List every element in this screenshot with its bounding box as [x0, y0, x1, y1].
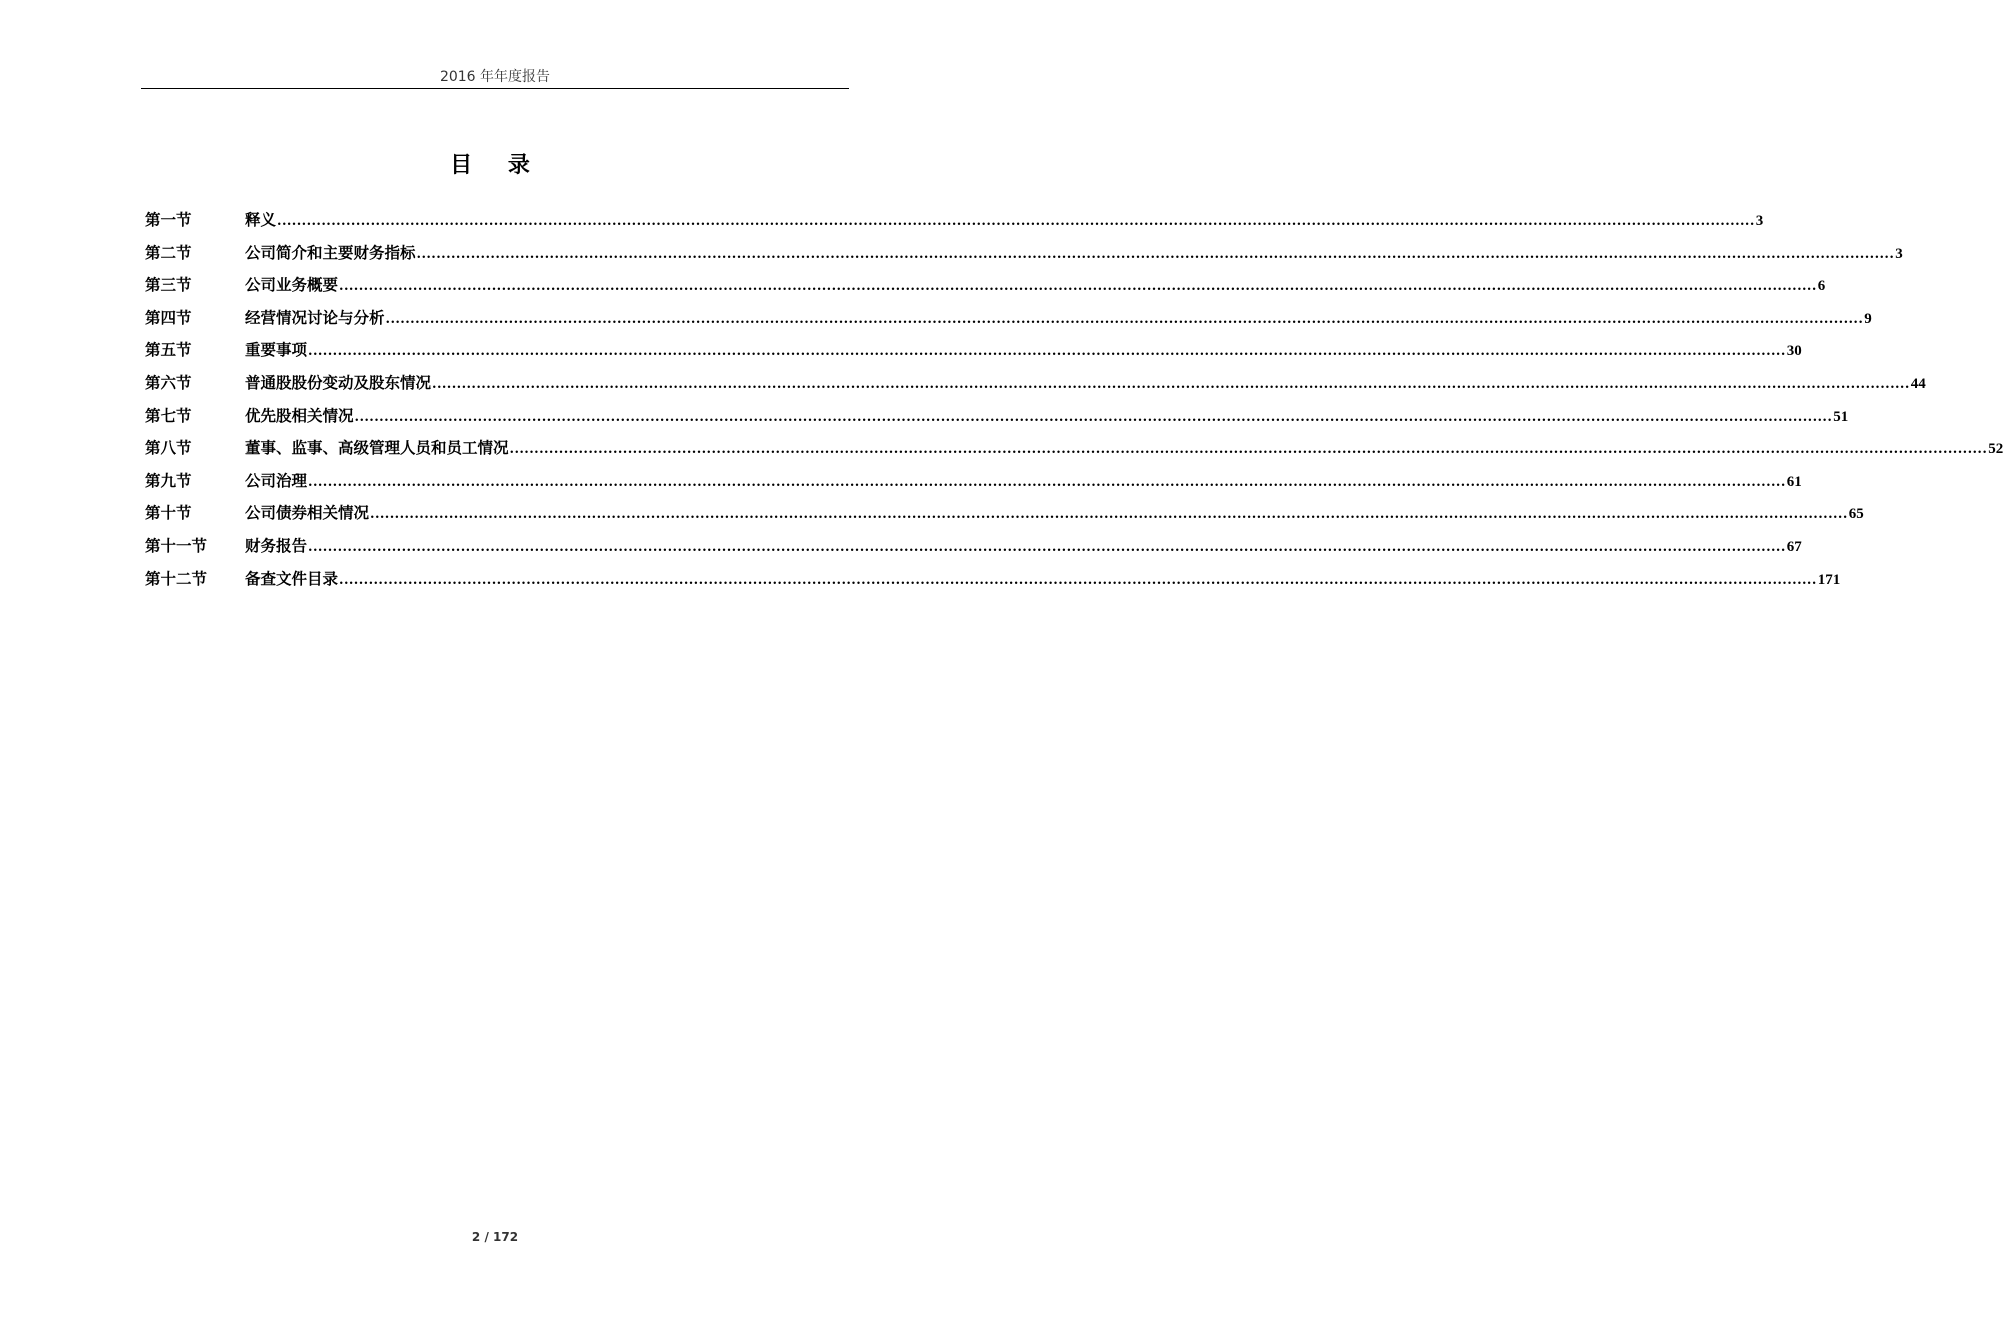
toc-page-number: 171: [1817, 571, 1841, 588]
toc-section-title: 重要事项: [245, 340, 308, 360]
toc-section-title: 普通股股份变动及股东情况: [245, 372, 432, 392]
toc-dot-leader: ............................................................................................................................................................................................................................................................................................................: [385, 311, 1864, 327]
toc-heading: 目 录: [450, 152, 544, 178]
toc-entry[interactable]: [145, 467, 1802, 500]
toc-page-number: 44: [1910, 375, 1926, 392]
toc-section-number: 第十一节: [145, 535, 208, 555]
toc-section-number: 第十节: [145, 503, 192, 523]
toc-entry[interactable]: [145, 434, 2003, 467]
toc-section-number: 第四节: [145, 307, 192, 327]
toc-page-number: 65: [1848, 506, 1864, 523]
toc-section-number: 第十二节: [145, 568, 208, 588]
report-header-title: 2016 年年度报告: [439, 69, 551, 85]
toc-page-number: 67: [1786, 538, 1802, 555]
toc-section-title: 公司业务概要: [245, 275, 339, 295]
toc-section-title: 公司简介和主要财务指标: [245, 242, 416, 262]
toc-entry[interactable]: [145, 271, 1826, 304]
toc-entry[interactable]: [145, 206, 1764, 239]
header-divider: [141, 88, 849, 89]
toc-page-number: 52: [1988, 441, 2003, 458]
toc-page-number: 9: [1864, 310, 1872, 327]
toc-section-number: 第一节: [145, 210, 192, 229]
toc-page-number: 3: [1755, 213, 1764, 229]
toc-section-number: 第五节: [145, 340, 192, 360]
toc-entry[interactable]: [145, 369, 1926, 402]
toc-page-number: 6: [1817, 278, 1826, 295]
toc-section-title: 公司治理: [245, 470, 308, 490]
toc-dot-leader: ............................................................................................................................................................................................................................................................................................................: [277, 214, 1755, 229]
toc-dot-leader: ............................................................................................................................................................................................................................................................................................................: [416, 246, 1895, 262]
toc-section-number: 第二节: [145, 242, 192, 262]
toc-entry[interactable]: [145, 532, 1802, 565]
toc-page-number: 61: [1786, 473, 1802, 490]
toc-dot-leader: ............................................................................................................................................................................................................................................................................................................: [308, 344, 1786, 360]
toc-dot-leader: ............................................................................................................................................................................................................................................................................................................: [308, 539, 1786, 555]
table-of-contents: [145, 206, 2003, 597]
toc-entry[interactable]: [145, 402, 1849, 435]
toc-page-number: 30: [1786, 343, 1802, 360]
toc-dot-leader: ............................................................................................................................................................................................................................................................................................................: [432, 376, 1910, 392]
toc-entry[interactable]: [145, 499, 1864, 532]
toc-dot-leader: ............................................................................................................................................................................................................................................................................................................: [354, 409, 1833, 425]
toc-dot-leader: ............................................................................................................................................................................................................................................................................................................: [339, 572, 1817, 588]
toc-section-number: 第八节: [145, 438, 192, 458]
page-indicator: 2 / 172: [471, 1230, 519, 1244]
toc-entry[interactable]: [145, 239, 1903, 272]
toc-entry[interactable]: [145, 336, 1802, 369]
toc-section-title: 经营情况讨论与分析: [245, 307, 385, 327]
toc-page-number: 51: [1833, 408, 1849, 425]
toc-section-title: 董事、监事、高级管理人员和员工情况: [245, 438, 509, 458]
toc-entry[interactable]: [145, 304, 1872, 337]
toc-section-title: 释义: [245, 210, 277, 229]
toc-dot-leader: ............................................................................................................................................................................................................................................................................................................: [370, 507, 1848, 523]
toc-dot-leader: ............................................................................................................................................................................................................................................................................................................: [509, 442, 1988, 458]
toc-section-title: 优先股相关情况: [245, 405, 354, 425]
toc-section-number: 第七节: [145, 405, 192, 425]
toc-section-title: 备查文件目录: [245, 568, 339, 588]
toc-section-number: 第九节: [145, 470, 192, 490]
toc-page-number: 3: [1895, 245, 1903, 262]
toc-section-number: 第六节: [145, 372, 192, 392]
toc-dot-leader: ............................................................................................................................................................................................................................................................................................................: [308, 474, 1786, 490]
toc-section-title: 公司债券相关情况: [245, 503, 370, 523]
toc-section-title: 财务报告: [245, 535, 308, 555]
toc-section-number: 第三节: [145, 275, 192, 295]
toc-entry[interactable]: [145, 565, 1841, 598]
toc-dot-leader: ............................................................................................................................................................................................................................................................................................................: [339, 279, 1817, 295]
